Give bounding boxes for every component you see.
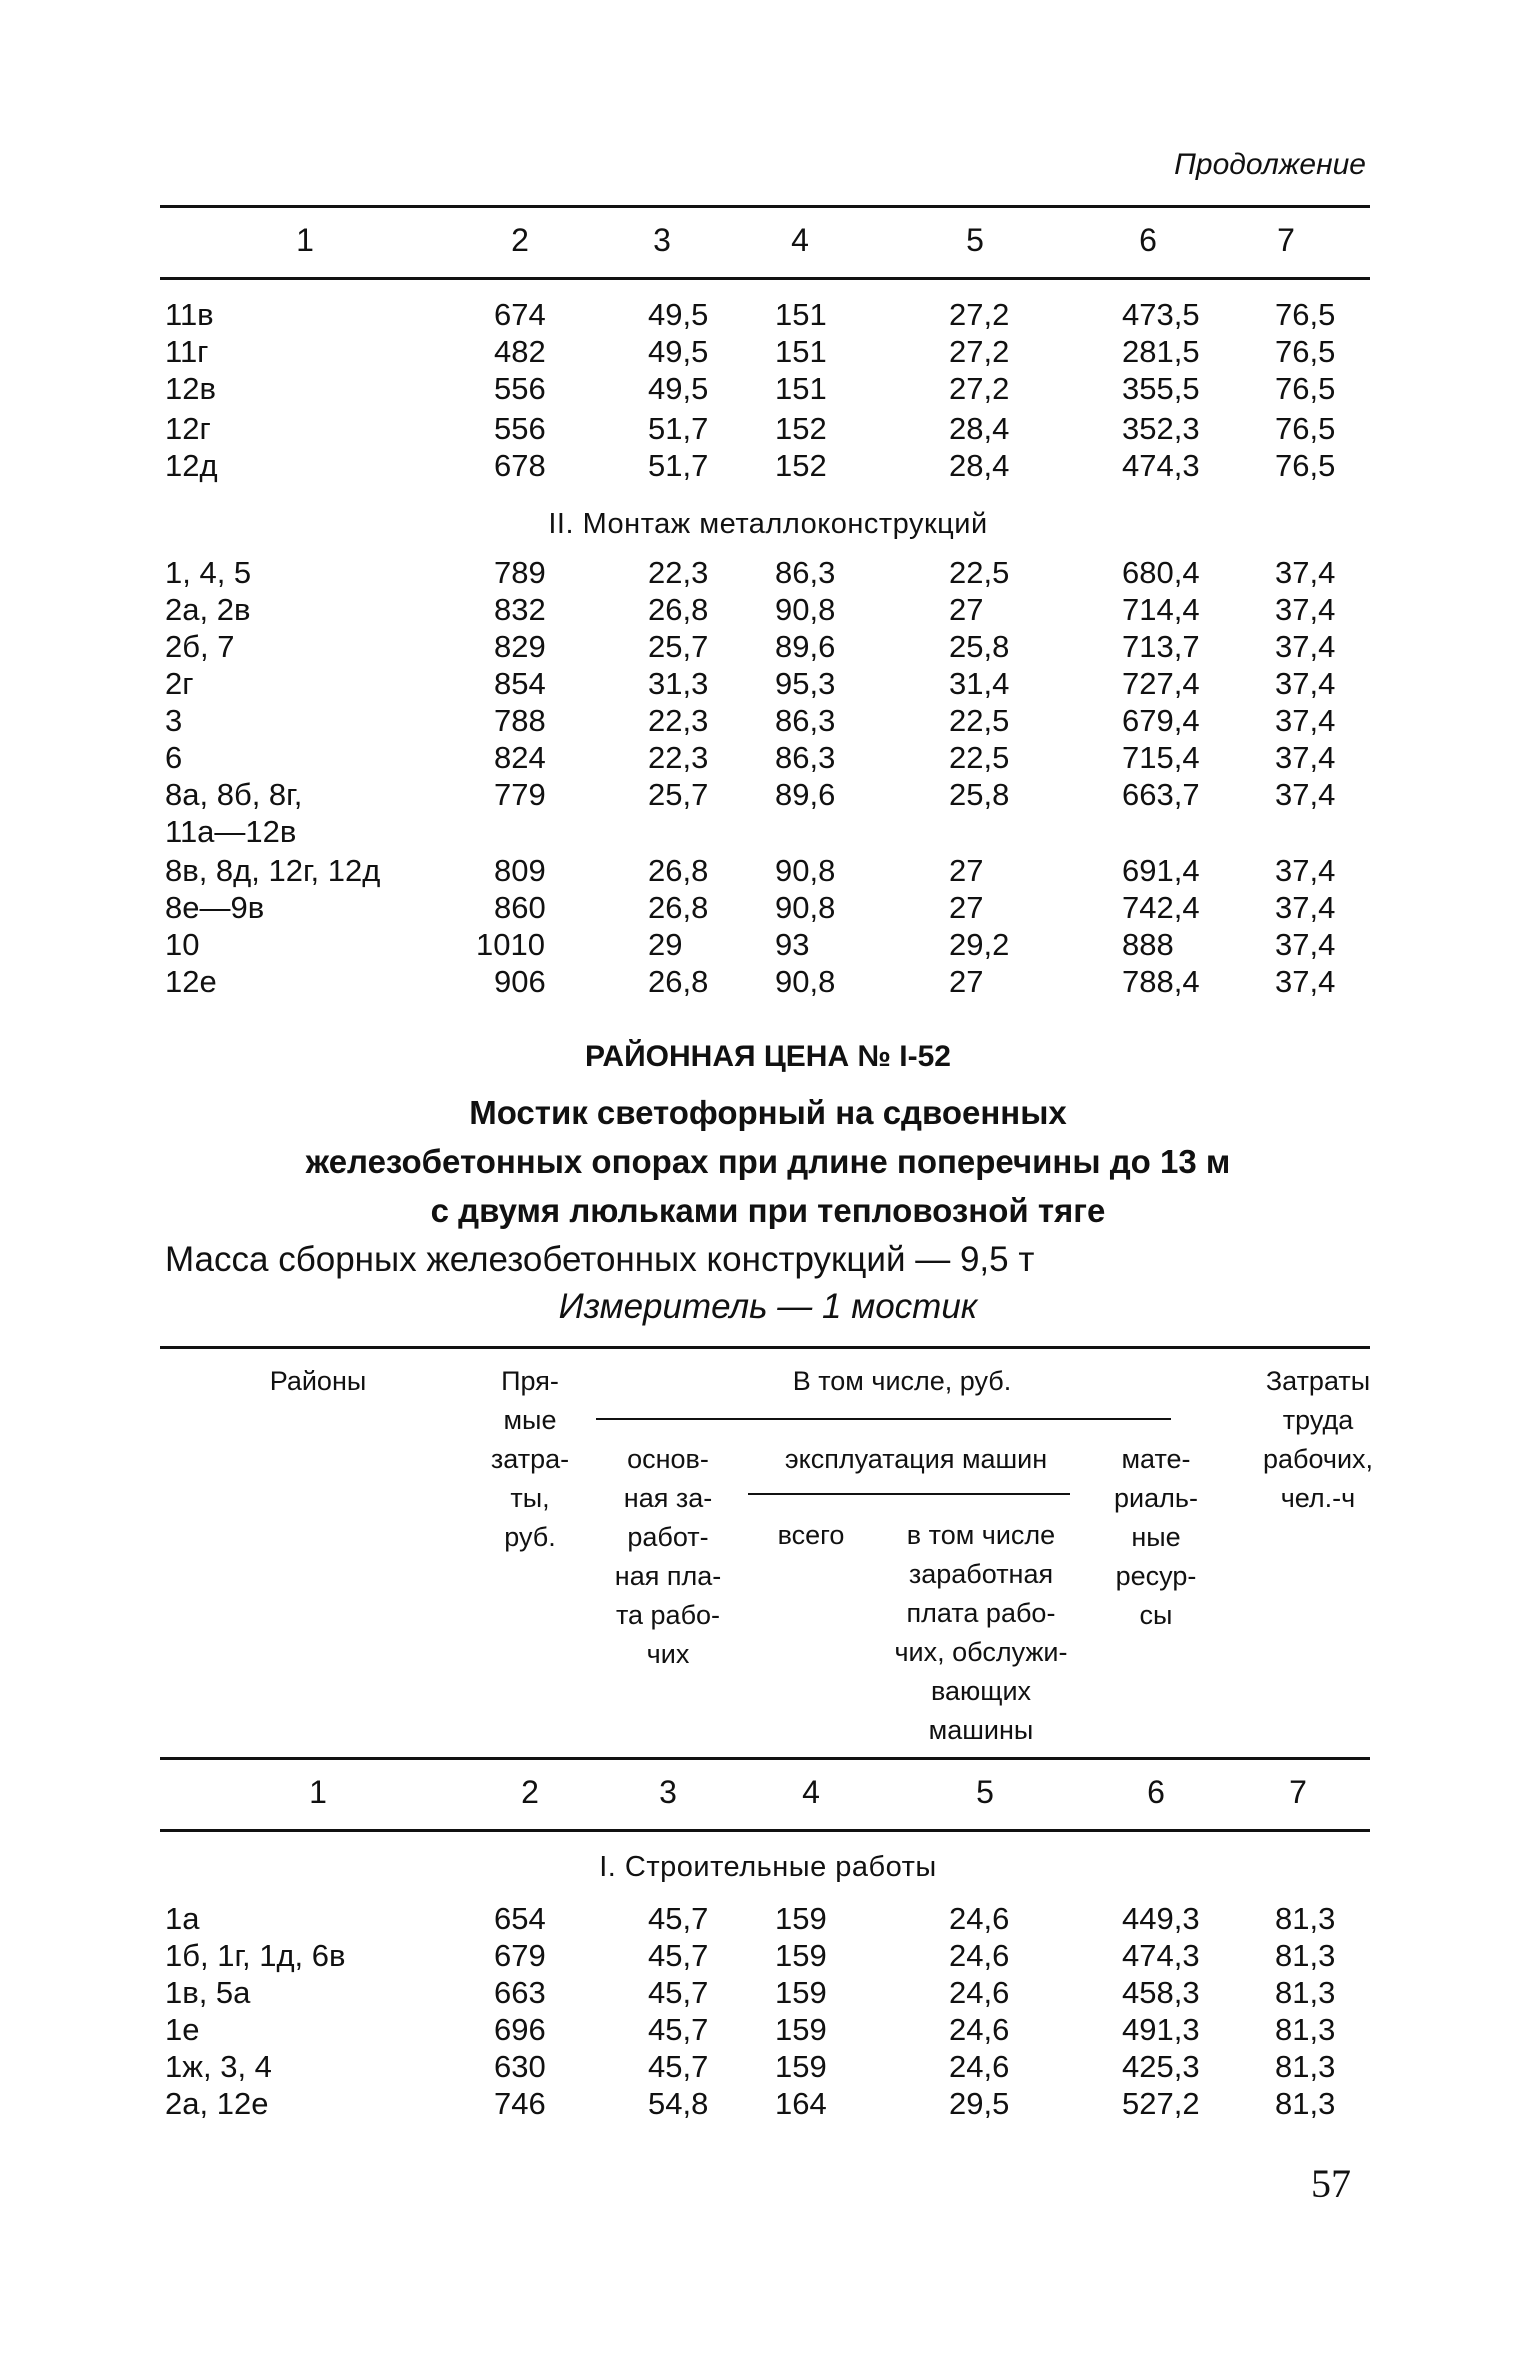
header-rule (160, 1757, 1370, 1760)
cell-direct: 674 (494, 297, 546, 332)
cell-machine-wage: 27,2 (949, 371, 1010, 406)
cell-labor: 76,5 (1275, 371, 1336, 406)
cell-labor: 81,3 (1275, 2012, 1336, 2047)
cell-materials: 680,4 (1122, 555, 1200, 590)
cell-machine-wage: 29,5 (949, 2086, 1010, 2121)
cell-machines: 152 (775, 411, 827, 446)
header-direct-costs: Пря- мые затра- ты, руб. (490, 1366, 570, 1552)
cell-labor: 81,3 (1275, 2049, 1336, 2084)
cell-direct: 696 (494, 2012, 546, 2047)
cell-materials: 352,3 (1122, 411, 1200, 446)
cell-machine-wage: 27 (949, 890, 984, 925)
cell-labor: 76,5 (1275, 411, 1336, 446)
col-num-3: 3 (653, 222, 671, 258)
page-number: 57 (1311, 2161, 1351, 2206)
cell-machine-wage: 24,6 (949, 2012, 1010, 2047)
cell-labor: 37,4 (1275, 777, 1336, 812)
cell-region: 8в, 8д, 12г, 12д (165, 853, 381, 888)
cell-machine-wage: 27 (949, 964, 984, 999)
col-num-2: 2 (511, 222, 529, 258)
cell-region: 1б, 1г, 1д, 6в (165, 1938, 346, 1973)
col-num-6: 6 (1147, 1774, 1165, 1810)
cell-machines: 89,6 (775, 777, 836, 812)
table-row (0, 2086, 1536, 2123)
col-num-2: 2 (521, 1774, 539, 1810)
header-bottom-rule (160, 1829, 1370, 1832)
cell-region: 10 (165, 927, 200, 962)
cell-region: 8а, 8б, 8г, (165, 777, 303, 812)
cell-labor: 76,5 (1275, 448, 1336, 483)
cell-direct: 779 (494, 777, 546, 812)
cell-materials: 473,5 (1122, 297, 1200, 332)
header-total: всего (777, 1520, 845, 1550)
cell-region: 12д (165, 448, 218, 483)
table-row (0, 1901, 1536, 1938)
cell-materials: 474,3 (1122, 1938, 1200, 1973)
header-machines: эксплуатация машин (784, 1444, 1048, 1474)
header-bottom-rule (160, 277, 1370, 280)
cell-region: 11в (165, 297, 214, 332)
cell-direct: 678 (494, 448, 546, 483)
cell-region: 2а, 2в (165, 592, 251, 627)
cell-region: 2а, 12е (165, 2086, 269, 2121)
cell-machines: 90,8 (775, 890, 836, 925)
cell-materials: 788,4 (1122, 964, 1200, 999)
cell-labor: 37,4 (1275, 740, 1336, 775)
cell-base-pay: 29 (648, 927, 683, 962)
cell-machines: 159 (775, 1938, 827, 1973)
measure-text: Измеритель — 1 мостик (558, 1287, 978, 1326)
cell-base-pay: 31,3 (648, 666, 709, 701)
cell-base-pay: 49,5 (648, 334, 709, 369)
cell-labor: 81,3 (1275, 2086, 1336, 2121)
table-row (0, 1975, 1536, 2012)
cell-direct: 906 (494, 964, 546, 999)
col-num-1: 1 (296, 222, 314, 258)
cell-machine-wage: 24,6 (949, 1901, 1010, 1936)
cell-machines: 164 (775, 2086, 827, 2121)
cell-base-pay: 22,3 (648, 740, 709, 775)
cell-machine-wage: 28,4 (949, 448, 1010, 483)
cell-base-pay: 45,7 (648, 2049, 709, 2084)
table-row (0, 740, 1536, 777)
table-row (0, 814, 1536, 851)
table-row (0, 334, 1536, 371)
table-row (0, 1938, 1536, 1975)
cell-base-pay: 51,7 (648, 411, 709, 446)
cell-base-pay: 25,7 (648, 629, 709, 664)
cell-direct: 789 (494, 555, 546, 590)
cell-direct: 832 (494, 592, 546, 627)
cell-direct: 860 (494, 890, 546, 925)
cell-base-pay: 49,5 (648, 371, 709, 406)
cell-machine-wage: 27 (949, 853, 984, 888)
cell-region: 11а—12в (165, 814, 297, 849)
cell-base-pay: 45,7 (648, 1901, 709, 1936)
cell-region: 8е—9в (165, 890, 265, 925)
cell-materials: 727,4 (1122, 666, 1200, 701)
table-row (0, 964, 1536, 1001)
cell-base-pay: 45,7 (648, 2012, 709, 2047)
cell-labor: 37,4 (1275, 703, 1336, 738)
cell-base-pay: 22,3 (648, 703, 709, 738)
cell-machine-wage: 24,6 (949, 1975, 1010, 2010)
cell-machine-wage: 24,6 (949, 1938, 1010, 1973)
table-row (0, 629, 1536, 666)
cell-region: 1а (165, 1901, 200, 1936)
header-labor: Затраты труда рабочих, чел.-ч (1262, 1366, 1374, 1513)
cell-direct: 829 (494, 629, 546, 664)
cell-base-pay: 45,7 (648, 1938, 709, 1973)
cell-labor: 37,4 (1275, 629, 1336, 664)
heading-line-3: с двумя люльками при тепловозной тяге (430, 1192, 1106, 1229)
cell-machine-wage: 31,4 (949, 666, 1010, 701)
cell-materials: 714,4 (1122, 592, 1200, 627)
col-num-7: 7 (1277, 222, 1295, 258)
cell-base-pay: 51,7 (648, 448, 709, 483)
cell-region: 12г (165, 411, 211, 446)
cell-direct: 663 (494, 1975, 546, 2010)
cell-labor: 37,4 (1275, 555, 1336, 590)
cell-materials: 491,3 (1122, 2012, 1200, 2047)
cell-base-pay: 49,5 (648, 297, 709, 332)
cell-machines: 89,6 (775, 629, 836, 664)
cell-region: 12е (165, 964, 217, 999)
cell-labor: 37,4 (1275, 890, 1336, 925)
cell-machines: 90,8 (775, 853, 836, 888)
cell-machines: 86,3 (775, 740, 836, 775)
cell-direct: 854 (494, 666, 546, 701)
cell-region: 6 (165, 740, 183, 775)
heading-line-2: железобетонных опорах при длине поперечины до 13 м (305, 1143, 1231, 1180)
cell-direct: 746 (494, 2086, 546, 2121)
cell-materials: 425,3 (1122, 2049, 1200, 2084)
cell-machine-wage: 22,5 (949, 703, 1010, 738)
cell-direct: 788 (494, 703, 546, 738)
cell-materials: 691,4 (1122, 853, 1200, 888)
col-num-7: 7 (1289, 1774, 1307, 1810)
cell-labor: 81,3 (1275, 1901, 1336, 1936)
header-regions: Районы (269, 1366, 367, 1396)
cell-labor: 37,4 (1275, 964, 1336, 999)
cell-machines: 159 (775, 2049, 827, 2084)
cell-machines: 90,8 (775, 592, 836, 627)
table-row (0, 555, 1536, 592)
cell-machines: 152 (775, 448, 827, 483)
cell-machines: 95,3 (775, 666, 836, 701)
cell-base-pay: 45,7 (648, 1975, 709, 2010)
cell-machine-wage: 25,8 (949, 629, 1010, 664)
cell-region: 12в (165, 371, 216, 406)
table-row (0, 666, 1536, 703)
cell-base-pay: 26,8 (648, 890, 709, 925)
cell-base-pay: 26,8 (648, 964, 709, 999)
cell-labor: 81,3 (1275, 1938, 1336, 1973)
heading-line-1: Мостик светофорный на сдвоенных (469, 1094, 1067, 1131)
cell-machines: 159 (775, 2012, 827, 2047)
table-row (0, 777, 1536, 814)
section-title: I. Строительные работы (599, 1851, 937, 1883)
header-incl-wage: в том числе заработная плата рабо- чих, обслужи- вающих машины (894, 1520, 1068, 1745)
cell-region: 1ж, 3, 4 (165, 2049, 272, 2084)
cell-materials: 663,7 (1122, 777, 1200, 812)
cell-labor: 37,4 (1275, 853, 1336, 888)
cell-materials: 458,3 (1122, 1975, 1200, 2010)
header-machines-divider (748, 1493, 1070, 1495)
continuation-label: Продолжение (1174, 148, 1366, 181)
table-top-rule (160, 1346, 1370, 1349)
col-num-4: 4 (791, 222, 809, 258)
cell-materials: 715,4 (1122, 740, 1200, 775)
cell-direct: 556 (494, 371, 546, 406)
cell-materials: 888 (1122, 927, 1174, 962)
header-materials: мате- риаль- ные ресур- сы (1114, 1444, 1198, 1630)
cell-direct: 824 (494, 740, 546, 775)
cell-direct: 556 (494, 411, 546, 446)
cell-machine-wage: 24,6 (949, 2049, 1010, 2084)
mass-text: Масса сборных железобетонных конструкций — 9,5 т (165, 1240, 1035, 1279)
table-row (0, 411, 1536, 448)
cell-materials: 713,7 (1122, 629, 1200, 664)
cell-materials: 281,5 (1122, 334, 1200, 369)
cell-direct: 654 (494, 1901, 546, 1936)
table-row (0, 2012, 1536, 2049)
cell-region: 1, 4, 5 (165, 555, 252, 590)
cell-machine-wage: 29,2 (949, 927, 1010, 962)
cell-machine-wage: 28,4 (949, 411, 1010, 446)
col-num-4: 4 (802, 1774, 820, 1810)
cell-materials: 449,3 (1122, 1901, 1200, 1936)
cell-machines: 159 (775, 1975, 827, 2010)
cell-labor: 37,4 (1275, 927, 1336, 962)
cell-machine-wage: 27,2 (949, 297, 1010, 332)
cell-labor: 37,4 (1275, 666, 1336, 701)
table-row (0, 448, 1536, 485)
table-row (0, 853, 1536, 890)
cell-machines: 86,3 (775, 555, 836, 590)
table-row (0, 927, 1536, 964)
table-row (0, 592, 1536, 629)
header-base-pay: основ- ная за- работ- ная пла- та рабо- чих (614, 1444, 722, 1669)
cell-region: 1е (165, 2012, 200, 2047)
cell-region: 11г (165, 334, 209, 369)
cell-base-pay: 26,8 (648, 592, 709, 627)
cell-labor: 81,3 (1275, 1975, 1336, 2010)
cell-labor: 76,5 (1275, 334, 1336, 369)
table-row (0, 297, 1536, 334)
cell-base-pay: 25,7 (648, 777, 709, 812)
header-divider (596, 1418, 1171, 1420)
cell-base-pay: 22,3 (648, 555, 709, 590)
cell-direct: 809 (494, 853, 546, 888)
cell-materials: 474,3 (1122, 448, 1200, 483)
table-row (0, 890, 1536, 927)
price-title: РАЙОННАЯ ЦЕНА № I-52 (585, 1040, 951, 1073)
col-num-6: 6 (1139, 222, 1157, 258)
cell-direct: 630 (494, 2049, 546, 2084)
cell-machine-wage: 27 (949, 592, 984, 627)
top-rule (160, 205, 1370, 208)
cell-machines: 151 (775, 334, 827, 369)
cell-labor: 37,4 (1275, 592, 1336, 627)
section-title: II. Монтаж металлоконструкций (548, 508, 988, 540)
cell-materials: 742,4 (1122, 890, 1200, 925)
col-num-5: 5 (966, 222, 984, 258)
col-num-3: 3 (659, 1774, 677, 1810)
cell-materials: 355,5 (1122, 371, 1200, 406)
cell-labor: 76,5 (1275, 297, 1336, 332)
table-row (0, 703, 1536, 740)
cell-region: 3 (165, 703, 183, 738)
cell-materials: 527,2 (1122, 2086, 1200, 2121)
cell-machines: 90,8 (775, 964, 836, 999)
cell-direct: 1010 (476, 927, 545, 962)
cell-region: 2г (165, 666, 194, 701)
cell-region: 2б, 7 (165, 629, 235, 664)
col-num-5: 5 (976, 1774, 994, 1810)
cell-machines: 151 (775, 297, 827, 332)
col-num-1: 1 (309, 1774, 327, 1810)
cell-direct: 482 (494, 334, 546, 369)
cell-base-pay: 54,8 (648, 2086, 709, 2121)
cell-machine-wage: 22,5 (949, 740, 1010, 775)
table-row (0, 2049, 1536, 2086)
cell-machines: 159 (775, 1901, 827, 1936)
cell-machines: 151 (775, 371, 827, 406)
cell-machines: 86,3 (775, 703, 836, 738)
cell-materials: 679,4 (1122, 703, 1200, 738)
cell-base-pay: 26,8 (648, 853, 709, 888)
header-including: В том числе, руб. (792, 1366, 1012, 1396)
cell-machine-wage: 22,5 (949, 555, 1010, 590)
cell-region: 1в, 5а (165, 1975, 251, 2010)
table-row (0, 371, 1536, 408)
cell-machine-wage: 25,8 (949, 777, 1010, 812)
cell-machine-wage: 27,2 (949, 334, 1010, 369)
cell-direct: 679 (494, 1938, 546, 1973)
cell-machines: 93 (775, 927, 810, 962)
